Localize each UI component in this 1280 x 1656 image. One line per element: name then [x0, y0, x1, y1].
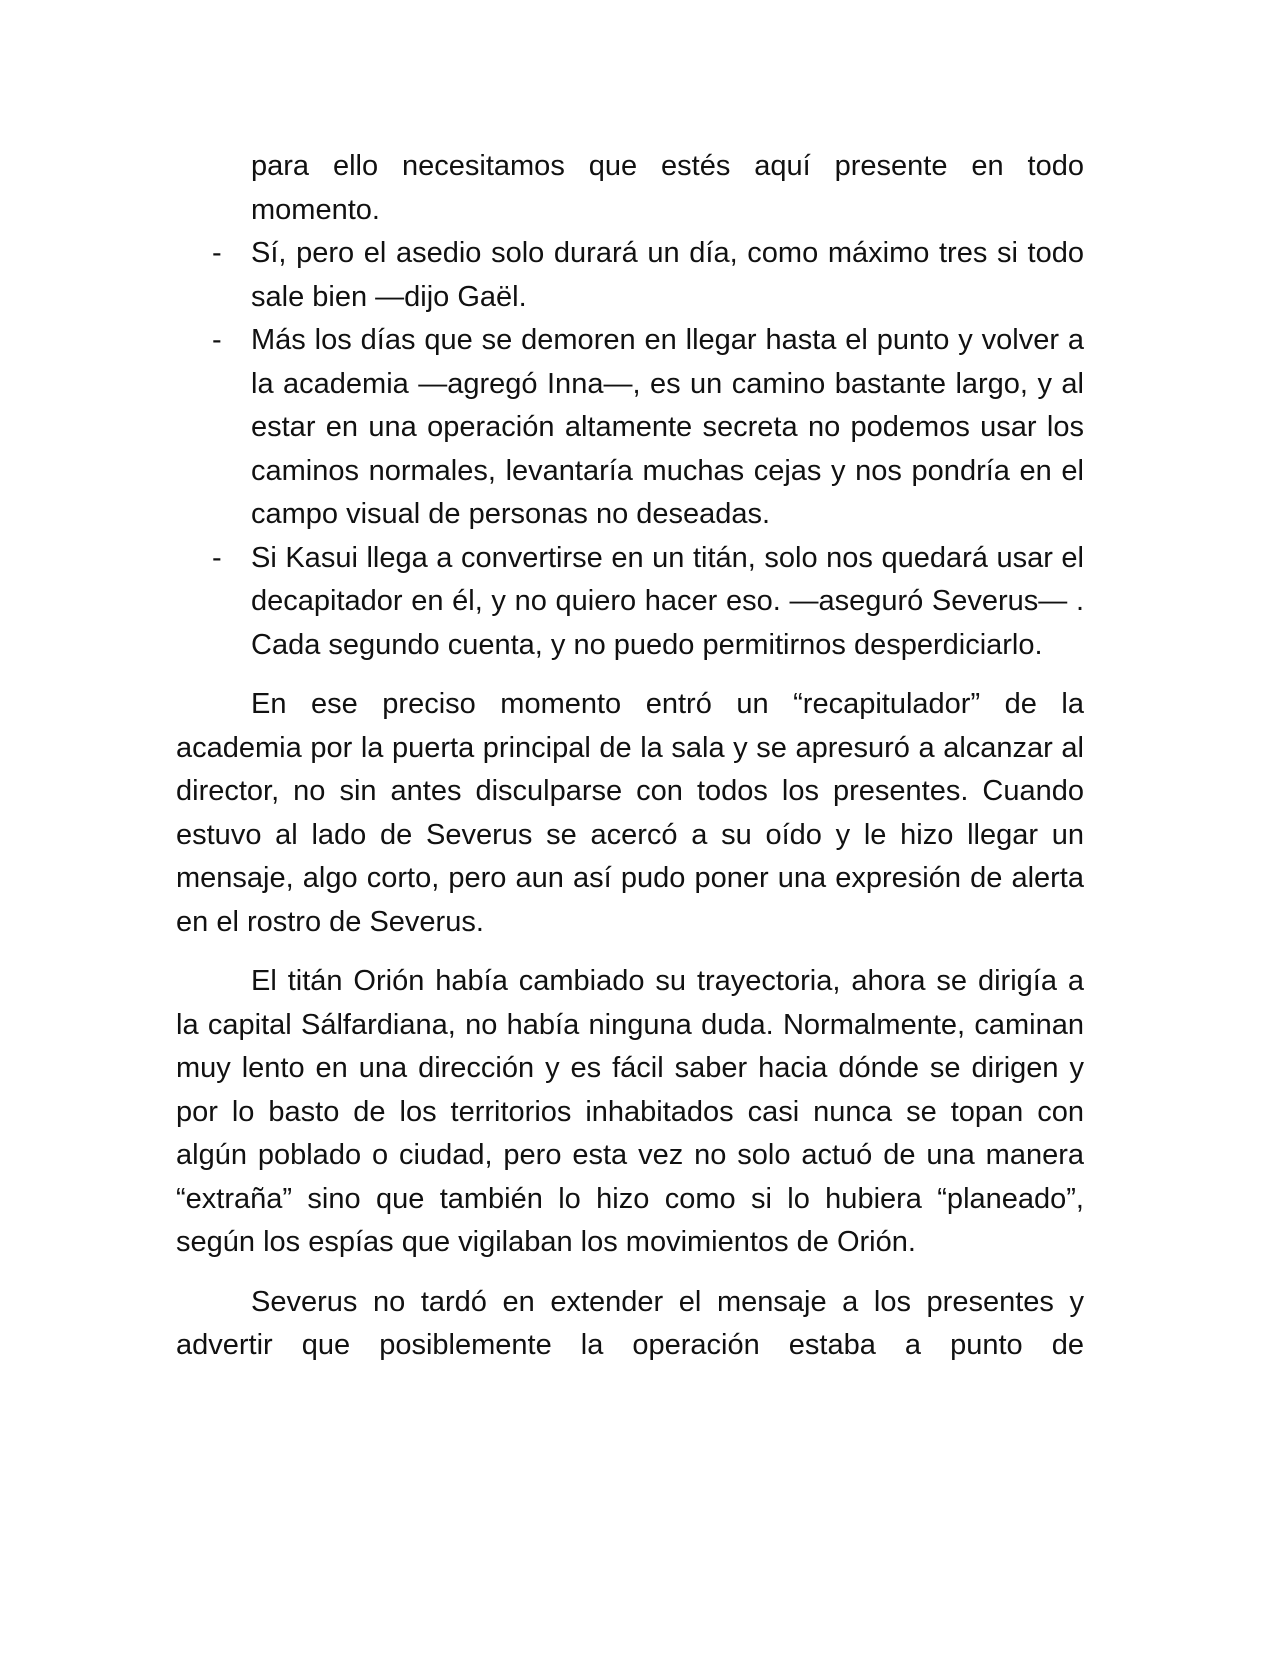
dialogue-dash: - — [212, 324, 222, 356]
dialogue-text: Más los días que se demoren en llegar hasta el punto y volver a la academia —agregó Inna—, es un camino bastante largo, y al estar en una operación altamente secreta no podemos usar los caminos normales, levantaría muchas cejas y nos pondría en el campo visual de personas no deseadas. — [251, 324, 1084, 530]
body-paragraph: Severus no tardó en extender el mensaje a los presentes y advertir que posiblemente la operación estaba a punto de — [176, 1285, 1084, 1361]
body-paragraph: En ese preciso momento entró un “recapitulador” de la academia por la puerta principal de la sala y se apresuró a alcanzar al director, no sin antes disculparse con todos los presentes. Cuando estuvo al lado de Severus se acercó a su oído y le hizo llegar un mensaje, algo corto, pero aun así pudo poner una expresión de alerta en el rostro de Severus. — [176, 688, 1084, 938]
body-paragraph: El titán Orión había cambiado su trayectoria, ahora se dirigía a la capital Sálfardiana, no había ninguna duda. Normalmente, caminan muy lento en una dirección y es fácil saber hacia dónde se dirigen y por lo basto de los territorios inhabitados casi nunca se topan con algún poblado o ciudad, pero esta vez no solo actuó de una manera “extraña” sino que también lo hizo como si lo hubiera “planeado”, según los espías que vigilaban los movimientos de Orión. — [176, 965, 1084, 1258]
dialogue-dash: - — [212, 237, 222, 269]
dialogue-list — [176, 145, 1084, 667]
dialogue-line — [176, 319, 1084, 537]
dialogue-text: Sí, pero el asedio solo durará un día, como máximo tres si todo sale bien —dijo Gaël. — [251, 237, 1084, 313]
dialogue-text: para ello necesitamos que estés aquí presente en todo momento. — [251, 150, 1084, 226]
dialogue-line — [176, 232, 1084, 319]
document-body — [176, 145, 1084, 1368]
dialogue-text: Si Kasui llega a convertirse en un titán, solo nos quedará usar el decapitador en él, y no quiero hacer eso. —aseguró Severus— . Cada segundo cuenta, y no puedo permitirnos desperdiciarlo. — [251, 541, 1084, 661]
dialogue-dash: - — [212, 541, 222, 574]
dialogue-line — [176, 537, 1084, 668]
dialogue-line — [176, 145, 1084, 232]
